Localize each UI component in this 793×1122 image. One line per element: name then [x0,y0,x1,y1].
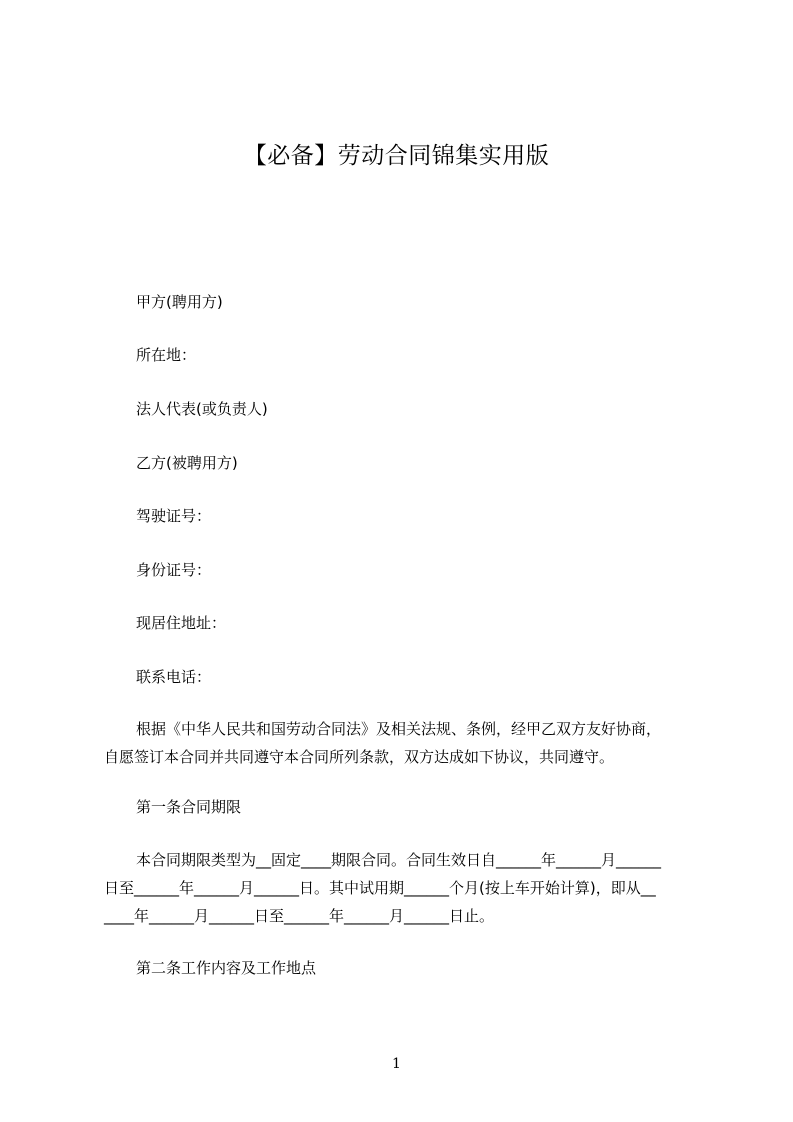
article-2-heading: 第二条工作内容及工作地点 [136,959,317,977]
page-number: 1 [392,1056,401,1072]
article-1-line: 日至______年______月______日。其中试用期______个月(按上车开始计算)，即从__ [104,879,656,897]
intro-paragraph [104,715,696,771]
field-location: 所在地： [136,346,197,364]
field-driver-license: 驾驶证号： [136,507,212,525]
article-1-body [104,846,696,930]
field-party-a: 甲方(聘用方) [136,293,223,311]
article-1-line: 本合同期限类型为__固定____期限合同。合同生效日自______年______月______ [136,851,662,869]
document-title: 【必备】劳动合同锦集实用版 [243,143,550,169]
field-legal-representative: 法人代表(或负责人) [136,400,268,418]
intro-line: 根据《中华人民共和国劳动合同法》及相关法规、条例，经甲乙双方友好协商， [136,720,662,738]
field-party-b: 乙方(被聘用方) [136,454,238,472]
field-contact-phone: 联系电话： [136,668,212,686]
field-current-address: 现居住地址： [136,614,227,632]
intro-line: 自愿签订本合同并共同遵守本合同所列条款，双方达成如下协议，共同遵守。 [104,748,615,766]
field-id-number: 身份证号： [136,561,212,579]
article-1-heading: 第一条合同期限 [136,798,242,816]
article-1-line: ____年______月______日至______年______月______日止。 [104,907,495,925]
